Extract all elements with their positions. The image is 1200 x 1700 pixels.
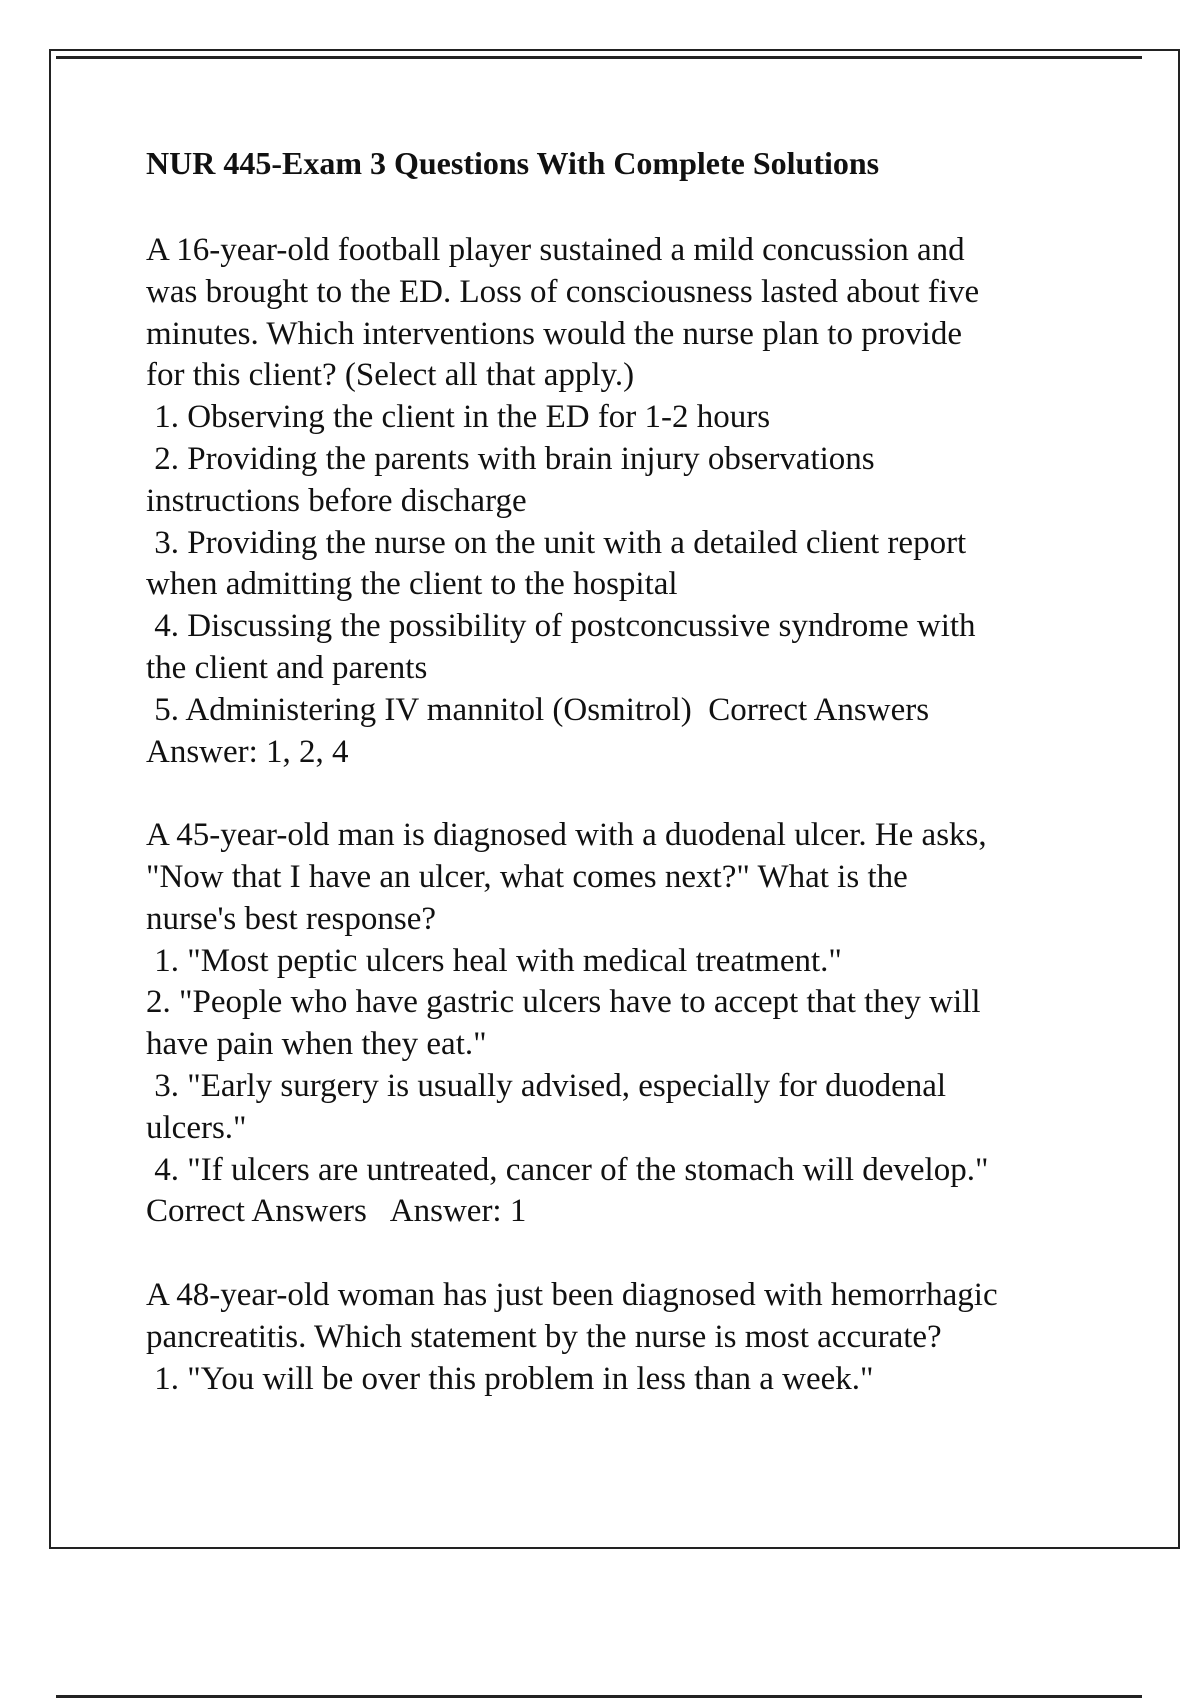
question-text-line: A 45-year-old man is diagnosed with a duodenal ulcer. He asks, <box>146 817 987 854</box>
question-text-line: ulcers." <box>146 1109 247 1146</box>
question-text-line: the client and parents <box>146 649 428 686</box>
question-text-line: nurse's best response? <box>146 900 437 937</box>
header-rule <box>56 56 1142 59</box>
question-text-line: for this client? (Select all that apply.) <box>146 357 635 394</box>
footer-rule <box>56 1695 1142 1698</box>
question-text-line: 3. Providing the nurse on the unit with a detailed client report <box>146 524 967 561</box>
document-title: NUR 445-Exam 3 Questions With Complete Solutions <box>146 145 880 181</box>
question-text-line: minutes. Which interventions would the nurse plan to provide <box>146 315 962 352</box>
question-text-line: Correct Answers Answer: 1 <box>146 1193 527 1230</box>
question-text-line: pancreatitis. Which statement by the nurse is most accurate? <box>146 1318 942 1355</box>
question-text-line: 2. Providing the parents with brain injury observations <box>146 440 875 477</box>
question-text-line: Answer: 1, 2, 4 <box>146 733 349 770</box>
question-text-line: 5. Administering IV mannitol (Osmitrol) Correct Answers <box>146 691 930 728</box>
question-text-line: 1. Observing the client in the ED for 1-2 hours <box>146 399 771 436</box>
paragraph-gap <box>146 1233 998 1275</box>
question-text-line: 2. "People who have gastric ulcers have to accept that they will <box>146 984 981 1021</box>
question-text-line: 1. "Most peptic ulcers heal with medical treatment." <box>146 942 842 979</box>
question-text-line: A 16-year-old football player sustained a mild concussion and <box>146 232 965 268</box>
question-text-line: was brought to the ED. Loss of consciousness lasted about five <box>146 273 980 310</box>
question-block <box>146 1275 998 1400</box>
question-text-line: instructions before discharge <box>146 482 527 519</box>
paragraph-gap <box>146 773 998 815</box>
question-text-line: A 48-year-old woman has just been diagnosed with hemorrhagic <box>146 1276 998 1313</box>
question-text-line: when admitting the client to the hospital <box>146 566 678 603</box>
question-block <box>146 230 998 773</box>
question-text-line: "Now that I have an ulcer, what comes next?" What is the <box>146 858 908 895</box>
document-body <box>146 230 998 1400</box>
question-text-line: have pain when they eat." <box>146 1026 487 1063</box>
question-text-line: 1. "You will be over this problem in less than a week." <box>146 1360 874 1397</box>
question-text-line: 3. "Early surgery is usually advised, especially for duodenal <box>146 1067 947 1104</box>
question-text-line: 4. Discussing the possibility of postconcussive syndrome with <box>146 608 976 645</box>
question-block <box>146 815 998 1233</box>
question-text-line: 4. "If ulcers are untreated, cancer of the stomach will develop." <box>146 1151 989 1188</box>
